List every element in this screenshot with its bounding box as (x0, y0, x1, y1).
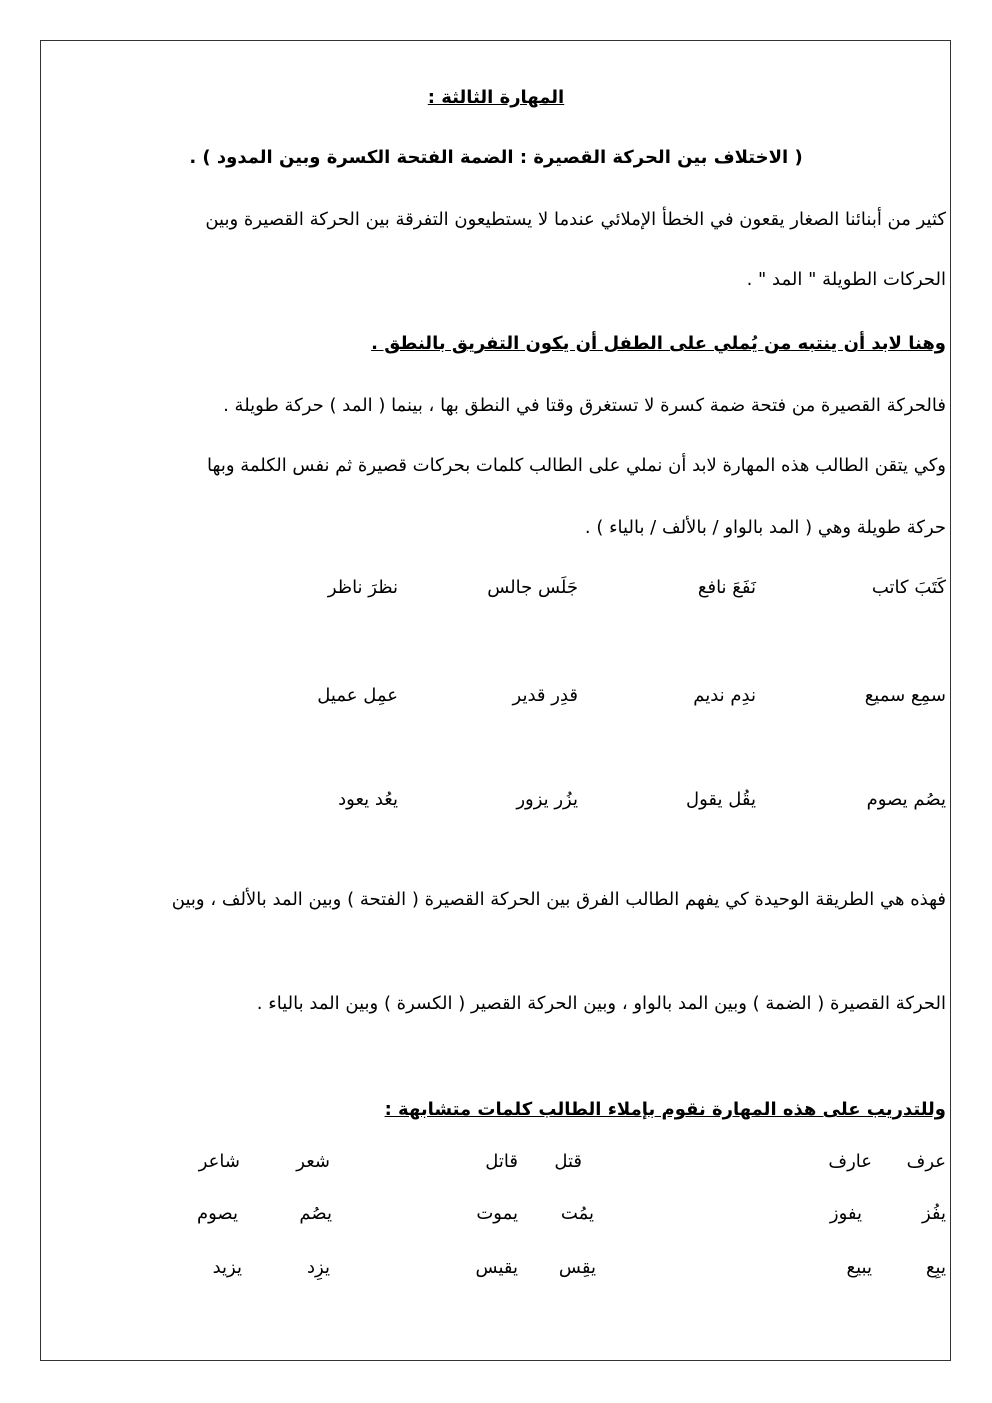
practice-word: يزيد (212, 1257, 242, 1278)
practice-word: شعر (296, 1151, 330, 1172)
example-pair: عمِل عميل (317, 685, 398, 706)
practice-word: يمُت (560, 1203, 594, 1224)
example-pair: قدِر قدير (512, 685, 578, 706)
practice-word: يقِس (558, 1257, 596, 1278)
example-pair: يزُر يزور (516, 789, 578, 810)
practice-word: قتل (554, 1151, 582, 1172)
note-heading: وهنا لابد أن ينتبه من يُملي على الطفل أن يكون التفريق بالنطق . (371, 333, 946, 354)
example-pair: سمِع سميع (864, 685, 946, 706)
practice-word: يبيع (846, 1257, 872, 1278)
example-pair: يصُم يصوم (866, 789, 946, 810)
practice-word: يموت (476, 1203, 518, 1224)
intro-line-1: كثير من أبنائنا الصغار يقعون في الخطأ الإملائي عندما لا يستطيعون التفرقة بين الحركة القصيرة وبين (205, 209, 946, 230)
practice-word: يفوز (829, 1203, 862, 1224)
practice-word: يصوم (196, 1203, 238, 1224)
example-pair: جَلَس جالس (487, 577, 578, 598)
practice-word: قاتل (485, 1151, 518, 1172)
page-subtitle: ( الاختلاف بين الحركة القصيرة : الضمة الفتحة الكسرة وبين المدود ) . (189, 147, 803, 168)
explanation-line-1: فالحركة القصيرة من فتحة ضمة كسرة لا تستغرق وقتا في النطق بها ، بينما ( المد ) حركة طويلة . (223, 395, 946, 416)
conclusion-line-1: فهذه هي الطريقة الوحيدة كي يفهم الطالب الفرق بين الحركة القصيرة ( الفتحة ) وبين المد بالألف ، وبين (171, 889, 946, 910)
example-pair: كَتَبَ كاتب (871, 577, 946, 598)
explanation-line-2: وكي يتقن الطالب هذه المهارة لابد أن نملي على الطالب كلمات بحركات قصيرة ثم نفس الكلمة وبها (207, 455, 946, 476)
example-pair: يعُد يعود (338, 789, 398, 810)
practice-word: شاعر (198, 1151, 240, 1172)
practice-heading: وللتدريب على هذه المهارة نقوم بإملاء الطالب كلمات متشابهة : (384, 1099, 946, 1120)
practice-word: يبِع (925, 1257, 946, 1278)
practice-word: يفُز (921, 1203, 946, 1224)
practice-word: يصُم (299, 1203, 332, 1224)
page-title: المهارة الثالثة : (427, 87, 565, 108)
practice-word: يزِد (307, 1257, 330, 1278)
practice-word: عرف (906, 1151, 946, 1172)
example-pair: نظرَ ناظر (327, 577, 398, 598)
example-pair: نَفَعَ نافع (697, 577, 756, 598)
intro-line-2: الحركات الطويلة " المد " . (746, 269, 946, 290)
explanation-line-3: حركة طويلة وهي ( المد بالواو / بالألف / بالياء ) . (584, 517, 946, 538)
example-pair: يقُل يقول (686, 789, 756, 810)
practice-word: يقيس (475, 1257, 518, 1278)
practice-word: عارف (828, 1151, 872, 1172)
example-pair: ندِم نديم (693, 685, 756, 706)
conclusion-line-2: الحركة القصيرة ( الضمة ) وبين المد بالواو ، وبين الحركة القصير ( الكسرة ) وبين المد بالياء . (256, 993, 946, 1014)
